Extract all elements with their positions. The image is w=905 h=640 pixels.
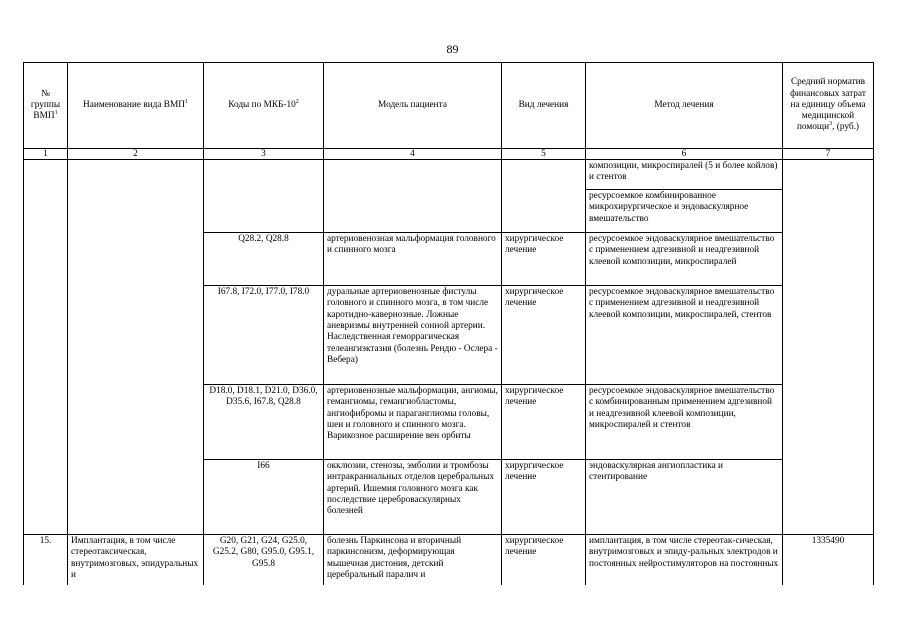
footnote-marker: 1	[54, 110, 58, 117]
cell-average-cost	[783, 160, 874, 535]
cell-treatment-type: хирургическое лечение	[502, 233, 586, 286]
cell-patient-model: болезнь Паркинсона и вторичный паркинсонизм, деформирующая мышечная дистония, детский церебральный паралич и	[324, 535, 502, 585]
cell-treatment-method: ресурсоемкое эндоваскулярное вмешательство с применением адгезивной и неадгезивной клеевой композиции, микроспиралей, стентов	[586, 286, 783, 385]
cell-treatment-method: композиции, микроспиралей (5 и более койлов) и стентов	[586, 160, 783, 190]
cell-treatment-type: хирургическое лечение	[502, 535, 586, 585]
cell-treatment-type: хирургическое лечение	[502, 286, 586, 385]
cell-patient-model: артериовенозные мальформации, ангиомы, гемангиомы, гемангиобластомы, ангиофибромы и параганглиомы головы, шеи и головного и спинного мозга. Варикозное расширение вен орбиты	[324, 385, 502, 460]
cell-patient-model: артериовенозная мальформация головного и спинного мозга	[324, 233, 502, 286]
cell-treatment-type: хирургическое лечение	[502, 460, 586, 535]
vmp-table	[23, 62, 874, 585]
cell-treatment-type: хирургическое лечение	[502, 385, 586, 460]
header-group-number	[24, 63, 68, 149]
column-number-row	[24, 149, 874, 160]
cell-icd-codes: D18.0, D18.1, D21.0, D36.0, D35.6, I67.8, Q28.8	[204, 385, 324, 460]
header-treatment-label: Вид лечения	[518, 99, 569, 110]
header-icd-codes	[204, 63, 324, 149]
cell-treatment-method: ресурсоемкое эндоваскулярное вмешательство с применением адгезивной и неадгезивной клеевой композиции, микроспиралей	[586, 233, 783, 286]
column-number: 2	[68, 149, 204, 160]
cell-patient-model: дуральные артериовенозные фистулы головного и спинного мозга, в том числе каротидно-кавернозные. Ложные аневризмы внутренней сонной артерии. Наследственная геморрагическая телеангиэктазия (болезнь Рендю - Ослера - Вебера)	[324, 286, 502, 385]
column-number: 6	[586, 149, 783, 160]
header-treatment-method	[586, 63, 783, 149]
page-number: 89	[446, 42, 459, 56]
header-patient-model	[324, 63, 502, 149]
header-method-label: Метод лечения	[654, 99, 714, 110]
cell-treatment-method: эндоваскулярная ангиопластика и стентирование	[586, 460, 783, 535]
cell-patient-model: окклюзии, стенозы, эмболии и тромбозы интракраниальных отделов церебральных артерий. Ишемия головного мозга как последствие цереброваскулярных болезней	[324, 460, 502, 535]
header-treatment-type	[502, 63, 586, 149]
cell-average-cost: 1335490	[783, 535, 874, 585]
cell-treatment-method: ресурсоемкое эндоваскулярное вмешательство с комбинированным применением адгезивной и неадгезивной клеевой композиции, микроспиралей и стентов	[586, 385, 783, 460]
header-cost-label: Средний норматив финансовых затрат на единицу объема медицинской помощи	[790, 77, 866, 133]
cell-icd-codes	[204, 160, 324, 233]
header-vmp-name	[68, 63, 204, 149]
column-number: 5	[502, 149, 586, 160]
cell-group-number: 15.	[24, 535, 68, 585]
cell-treatment-method: имплантация, в том числе стереотак-сическая, внутримозговых и эпиду-ральных электродов и постоянных нейростимуляторов на постоянных	[586, 535, 783, 585]
header-codes-label: Коды по МКБ-10	[228, 99, 296, 110]
cell-vmp-name	[68, 160, 204, 535]
column-number: 4	[324, 149, 502, 160]
cell-icd-codes: I66	[204, 460, 324, 535]
table-row	[24, 160, 874, 190]
header-name-label: Наименование вида ВМП	[83, 99, 185, 110]
cell-treatment-type	[502, 160, 586, 233]
header-average-cost	[783, 63, 874, 149]
cell-group-number	[24, 160, 68, 535]
column-number: 3	[204, 149, 324, 160]
cell-patient-model	[324, 160, 502, 233]
table-header-row	[24, 63, 874, 149]
vmp-table-container	[23, 62, 874, 585]
footnote-marker: 2	[295, 98, 299, 105]
cell-icd-codes: Q28.2, Q28.8	[204, 233, 324, 286]
cell-icd-codes: I67.8, I72.0, I77.0, I78.0	[204, 286, 324, 385]
table-row	[24, 535, 874, 585]
column-number: 7	[783, 149, 874, 160]
cell-icd-codes: G20, G21, G24, G25.0, G25.2, G80, G95.0, G95.1, G95.8	[204, 535, 324, 585]
footnote-marker: 1	[184, 98, 188, 105]
header-cost-unit: , (руб.)	[832, 122, 860, 133]
header-model-label: Модель пациента	[378, 99, 447, 110]
column-number: 1	[24, 149, 68, 160]
footnote-marker: 3	[829, 121, 833, 128]
cell-vmp-name: Имплантация, в том числе стереотаксическая, внутримозговых, эпидуральных и	[68, 535, 204, 585]
cell-treatment-method: ресурсоемкое комбинированное микрохирургическое и эндоваскулярное вмешательство	[586, 190, 783, 233]
header-group-label: № группы ВМП	[30, 88, 61, 122]
